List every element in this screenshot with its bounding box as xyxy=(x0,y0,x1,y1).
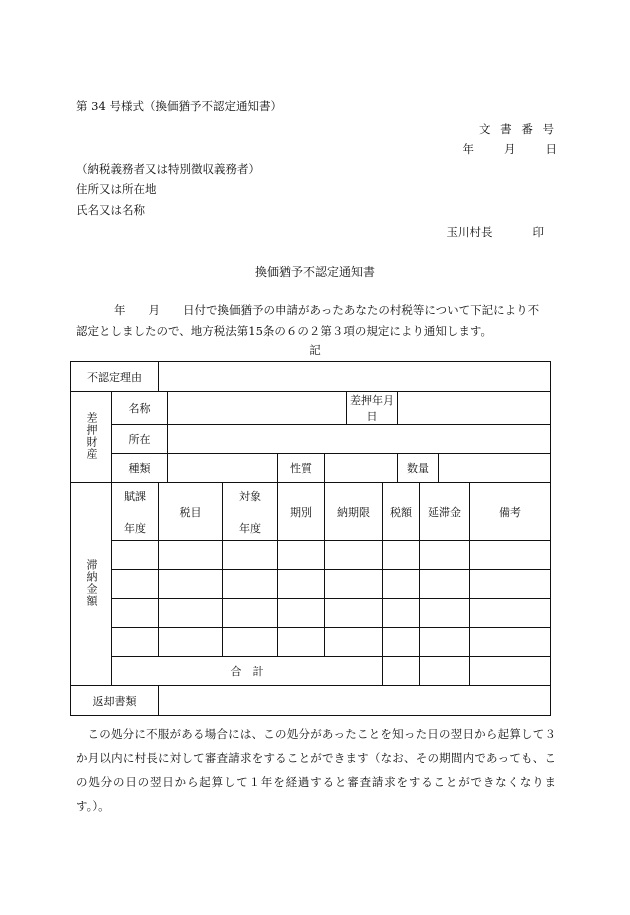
date-day: 日 xyxy=(545,142,557,156)
seal-mark: 印 xyxy=(532,225,544,239)
address-label: 住所又は所在地 xyxy=(76,182,157,196)
table-cell[interactable] xyxy=(383,570,420,599)
col-period: 期別 xyxy=(278,483,325,541)
table-cell[interactable] xyxy=(112,541,159,570)
col-due-date: 納期限 xyxy=(325,483,383,541)
location-label: 所在 xyxy=(112,425,168,454)
nature-label: 性質 xyxy=(278,454,325,483)
page-title: 換価猶予不認定通知書 xyxy=(254,265,375,279)
table-cell[interactable] xyxy=(325,599,383,628)
col-fiscal-year-bottom: 年度 xyxy=(124,521,146,535)
total-late-fee[interactable] xyxy=(420,657,470,686)
notice-table xyxy=(70,361,551,716)
col-remarks: 備考 xyxy=(470,483,551,541)
table-cell[interactable] xyxy=(112,628,159,657)
table-row xyxy=(71,570,551,599)
table-row xyxy=(71,599,551,628)
total-label: 合 計 xyxy=(112,657,383,686)
form-number-title: 第 34 号様式（換価猶予不認定通知書） xyxy=(76,99,282,113)
table-cell[interactable] xyxy=(420,570,470,599)
table-cell[interactable] xyxy=(278,628,325,657)
col-target-year-top: 対象 xyxy=(239,489,261,503)
total-tax-amount[interactable] xyxy=(383,657,420,686)
total-row xyxy=(71,657,551,686)
table-cell[interactable] xyxy=(223,628,278,657)
table-cell[interactable] xyxy=(223,541,278,570)
table-cell[interactable] xyxy=(325,541,383,570)
col-fiscal-year xyxy=(112,483,159,541)
col-target-year-bottom: 年度 xyxy=(239,521,261,535)
body-line-2: 認定としましたので、地方税法第15条の６の２第３項の規定により通知します。 xyxy=(76,324,492,338)
table-cell[interactable] xyxy=(159,628,223,657)
property-name-value[interactable] xyxy=(168,392,347,425)
quantity-label: 数量 xyxy=(398,454,439,483)
ki-marker: 記 xyxy=(309,343,321,357)
table-cell[interactable] xyxy=(383,628,420,657)
quantity-value[interactable] xyxy=(439,454,551,483)
mayor-title: 玉川村長 xyxy=(446,225,493,239)
col-target-year xyxy=(223,483,278,541)
table-row xyxy=(71,541,551,570)
appeal-notice-text: この処分に不服がある場合には、この処分があったことを知った日の翌日から起算して３か月以内に村長に対して審査請求をすることができます（なお、その期間内であっても、この処分の日の翌日から起算して１年を経過すると審査請求をすることができなくなります。）。 xyxy=(76,727,556,813)
table-row xyxy=(71,628,551,657)
name-label: 氏名又は名称 xyxy=(76,203,145,217)
table-cell[interactable] xyxy=(278,541,325,570)
type-label: 種類 xyxy=(112,454,168,483)
table-cell[interactable] xyxy=(223,570,278,599)
total-remarks[interactable] xyxy=(470,657,551,686)
table-cell[interactable] xyxy=(159,599,223,628)
location-value[interactable] xyxy=(168,425,551,454)
body-line-1: 年 月 日付で換価猶予の申請があったあなたの村税等について下記により不 xyxy=(114,303,540,317)
col-fiscal-year-top: 賦課 xyxy=(124,489,146,503)
date-month: 月 xyxy=(504,142,516,156)
seizure-date-value[interactable] xyxy=(398,392,551,425)
table-cell[interactable] xyxy=(470,628,551,657)
table-cell[interactable] xyxy=(420,599,470,628)
table-cell[interactable] xyxy=(112,570,159,599)
seizure-date-label: 差押年月日 xyxy=(347,392,398,425)
table-cell[interactable] xyxy=(159,541,223,570)
table-cell[interactable] xyxy=(420,541,470,570)
table-cell[interactable] xyxy=(420,628,470,657)
col-tax-item: 税目 xyxy=(159,483,223,541)
table-cell[interactable] xyxy=(470,541,551,570)
reason-label: 不認定理由 xyxy=(71,362,159,392)
table-cell[interactable] xyxy=(470,599,551,628)
property-label: 差押財産 xyxy=(71,392,112,483)
table-cell[interactable] xyxy=(325,570,383,599)
table-cell[interactable] xyxy=(325,628,383,657)
arrears-label: 滞納金額 xyxy=(71,483,112,686)
nature-value[interactable] xyxy=(325,454,398,483)
reason-value[interactable] xyxy=(159,362,551,392)
table-cell[interactable] xyxy=(223,599,278,628)
table-cell[interactable] xyxy=(278,570,325,599)
table-cell[interactable] xyxy=(470,570,551,599)
col-tax-amount: 税額 xyxy=(383,483,420,541)
appeal-notice xyxy=(76,722,556,818)
property-name-label: 名称 xyxy=(112,392,168,425)
table-cell[interactable] xyxy=(278,599,325,628)
addressee-heading: （納税義務者又は特別徴収義務者） xyxy=(76,162,260,176)
table-cell[interactable] xyxy=(383,541,420,570)
type-value[interactable] xyxy=(168,454,278,483)
returned-docs-label: 返却書類 xyxy=(71,686,159,716)
table-cell[interactable] xyxy=(112,599,159,628)
table-cell[interactable] xyxy=(159,570,223,599)
returned-docs-value[interactable] xyxy=(159,686,551,716)
col-late-fee: 延滞金 xyxy=(420,483,470,541)
issuer-line xyxy=(447,227,545,239)
issue-date-label xyxy=(463,144,558,156)
table-cell[interactable] xyxy=(383,599,420,628)
date-year: 年 xyxy=(462,142,474,156)
document-number-label: 文 書 番 号 xyxy=(479,122,557,136)
